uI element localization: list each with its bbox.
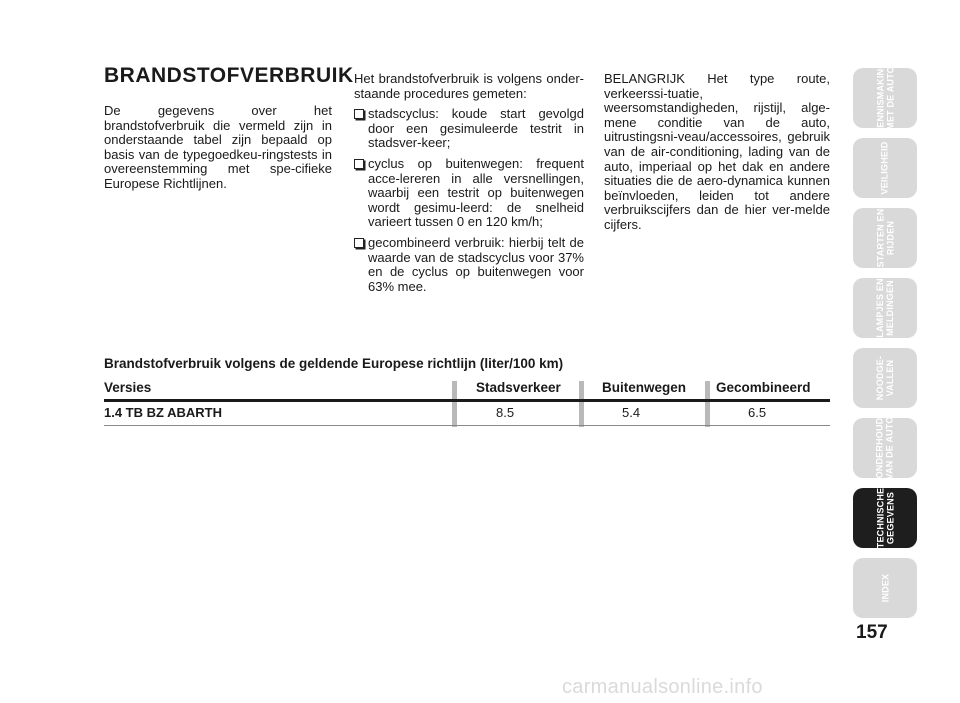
- tab-technische-gegevens[interactable]: [853, 488, 917, 548]
- cell-combined: 6.5: [748, 405, 767, 420]
- intro-text: De gegevens over het brandstofverbruik die vermeld zijn in onderstaande tabel zijn bepaald op basis van de typegoedkeu-ringstests in overeenstemming met spe-cifieke Europese Richtlijnen.: [104, 103, 332, 191]
- tab-noodgevallen[interactable]: [853, 348, 917, 408]
- procedure-text: stadscyclus: koude start gevolgd door een gesimuleerde testrit in stadsver-keer;: [368, 106, 584, 151]
- cell-version: 1.4 TB BZ ABARTH: [104, 405, 222, 420]
- watermark: carmanualsonline.info: [562, 676, 763, 698]
- header-versions: Versies: [104, 380, 152, 395]
- tab-lampjes[interactable]: [853, 278, 917, 338]
- tab-label: NOODGE- VALLEN: [875, 355, 895, 401]
- important-note: [604, 72, 830, 233]
- header-rule: [104, 399, 830, 402]
- intro-paragraph: [104, 104, 332, 192]
- procedure-intro: Het brandstofverbruik is volgens onder-staande procedures gemeten:: [354, 71, 584, 101]
- header-combined: Gecombineerd: [716, 380, 811, 395]
- tab-label: LAMPJES EN MELDINGEN: [874, 278, 895, 338]
- tab-onderhoud[interactable]: [853, 418, 917, 478]
- tab-label: VEILIGHEID: [879, 141, 890, 195]
- cell-extra-urban: 5.4: [622, 405, 641, 420]
- list-item: [354, 157, 584, 230]
- tab-kennismaking[interactable]: [853, 61, 917, 135]
- checkbox-bullet-icon: [354, 159, 364, 169]
- table-row: [104, 405, 830, 423]
- procedure-column: [354, 72, 584, 300]
- list-item: [354, 236, 584, 294]
- cell-city: 8.5: [496, 405, 515, 420]
- page-number: 157: [856, 622, 888, 643]
- row-rule: [104, 425, 830, 426]
- tab-index[interactable]: [853, 558, 917, 618]
- table-title: Brandstofverbruik volgens de geldende Europese richtlijn (liter/100 km): [104, 356, 564, 371]
- procedure-text: gecombineerd verbruik: hierbij telt de waarde van de stadscyclus voor 37% en de cyclus op buitenwegen voor 63% mee.: [368, 234, 584, 294]
- tab-label: KENNISMAKING MET DE AUTO: [875, 61, 895, 135]
- header-extra-urban: Buitenwegen: [602, 380, 687, 395]
- tab-starten[interactable]: [853, 208, 917, 268]
- procedure-list: [354, 107, 584, 294]
- tab-label: TECHNISCHE GEGEVENS: [874, 487, 895, 549]
- tab-label: ONDERHOUD VAN DE AUTO: [874, 416, 895, 480]
- page-title: BRANDSTOFVERBRUIK: [104, 64, 354, 87]
- header-city: Stadsverkeer: [476, 380, 561, 395]
- important-note-text: BELANGRIJK Het type route, verkeerssi-tuatie, weersomstandigheden, rijstijl, alge-mene conditie van de auto, uitrustingsni-veau/accessoires, gebruik van de air-conditioning, lading van de auto, imperiaal op het dak en andere situaties die de aero-dynamica kunnen beïnvloeden, leiden tot andere verbruikscijfers dan de hier ver-melde cijfers.: [604, 71, 830, 232]
- tab-veiligheid[interactable]: [853, 138, 917, 198]
- tab-label: STARTEN EN RIJDEN: [875, 208, 895, 268]
- checkbox-bullet-icon: [354, 109, 364, 119]
- checkbox-bullet-icon: [354, 238, 364, 248]
- tab-label: INDEX: [879, 573, 890, 603]
- procedure-text: cyclus op buitenwegen: frequent acce-lereren in alle versnellingen, waarbij een testrit op buitenwegen wordt gesimu-leerd: de snelheid varieert tussen 0 en 120 km/h;: [368, 155, 584, 230]
- list-item: [354, 107, 584, 151]
- table-header: [104, 380, 830, 398]
